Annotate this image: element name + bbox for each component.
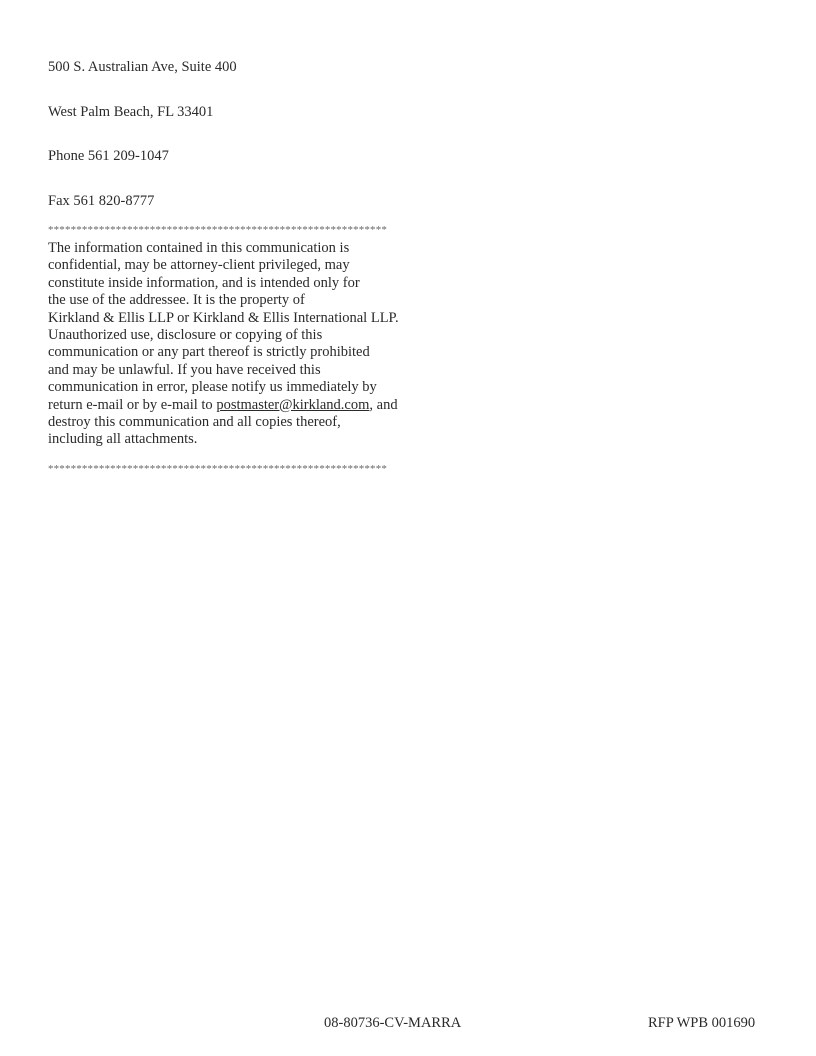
disclaimer-line: and may be unlawful. If you have received this [48,361,321,378]
disclaimer-line: communication or any part thereof is strictly prohibited [48,344,370,361]
confidentiality-disclaimer [48,240,568,449]
disclaimer-line: constitute inside information, and is intended only for [48,274,360,291]
disclaimer-line: confidential, may be attorney-client privileged, may [48,257,350,274]
sender-address-block [48,57,237,235]
separator-bottom: ************************************************************ [48,463,387,475]
case-number: 08-80736-CV-MARRA [324,1015,462,1031]
disclaimer-line: The information contained in this communication is [48,240,350,256]
disclaimer-line: destroy this communication and all copies thereof, [48,413,341,430]
disclaimer-line: the use of the addressee. It is the property of [48,292,305,309]
disclaimer-line: Kirkland & Ellis LLP or Kirkland & Ellis International LLP. [48,309,399,326]
phone-number: Phone 561 209-1047 [48,148,169,164]
address-street: 500 S. Australian Ave, Suite 400 [48,59,237,75]
disclaimer-line: communication in error, please notify us immediately by [48,379,377,396]
fax-number: Fax 561 820-8777 [48,192,155,209]
postmaster-email-link[interactable]: postmaster@kirkland.com [216,396,370,413]
disclaimer-line-with-email [48,397,568,414]
bates-number: RFP WPB 001690 [648,1015,756,1031]
disclaimer-text: return e-mail or by e-mail to [48,396,217,413]
separator-top: ************************************************************ [48,224,387,236]
address-city-state-zip: West Palm Beach, FL 33401 [48,103,214,120]
disclaimer-line: including all attachments. [48,431,198,448]
disclaimer-text: , and [369,396,398,413]
disclaimer-line: Unauthorized use, disclosure or copying of this [48,326,323,343]
